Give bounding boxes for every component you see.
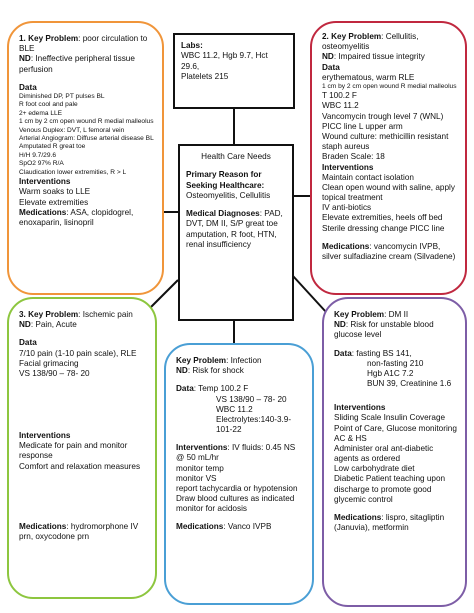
key-problem-value: : Infection [226,356,262,365]
data-item: Braden Scale: 18 [322,152,385,162]
data-label: Data [19,82,37,92]
data-first [176,384,304,394]
interventions-label: Interventions [322,162,374,172]
data-item: SpO2 97% R/A [19,160,64,168]
data-item: Claudication lower extremities, R > L [19,168,127,176]
key-problem [176,356,304,366]
interventions-label: Interventions [334,403,386,413]
key-problem-label: Key Problem [176,356,227,365]
nursing-diagnosis [19,54,154,74]
data-item: T 100.2 F [322,91,357,101]
key-problem-card-2 [310,21,467,295]
key-problem-label: 2. Key Problem [322,32,382,41]
data-item: WBC 11.2 [216,404,253,414]
key-problem-label: 1. Key Problem [19,34,79,43]
medications-label: Medications [334,512,382,522]
data-label: Data [176,384,194,394]
intervention-item: Low carbohydrate diet [334,464,415,474]
data-item: erythematous, warm RLE [322,72,415,82]
data-item: non-fasting 210 [367,358,424,368]
intervention-item: monitor temp [176,463,224,473]
interventions-label: Interventions [19,177,71,187]
medications [176,522,304,532]
intervention-item: Administer oral ant-diabetic agents as ordered [334,443,434,464]
health-care-needs-box [178,144,294,321]
key-problem [334,310,457,320]
nd-value: : Impaired tissue integrity [333,52,425,62]
intervention-item: Warm soaks to LLE [19,187,91,197]
data-item: 1 cm by 2 cm open wound R medial malleolus [322,82,457,90]
nursing-diagnosis [176,366,304,376]
key-problem-value: : Ischemic pain [78,310,133,319]
nd-value: : Ineffective peripheral tissue perfusion [19,54,135,74]
data-item: VS 138/90 – 78- 20 [19,368,90,378]
data-first-value: : Temp 100.2 F [193,384,249,394]
data-item: WBC 11.2 [322,101,359,111]
medications-label: Medications [322,241,370,251]
labs-line: Platelets 215 [181,71,229,81]
data-item: PICC line L upper arm [322,121,403,131]
nd-label: ND [19,320,31,330]
key-problem-value: : poor circulation to BLE [19,34,148,54]
medications-value: : vancomycin IVPB, silver sulfadiazine cream (Silvadene) [322,241,456,261]
intervention-item: Medicate for pain and monitor response [19,441,128,461]
data-item: Diminished DP, PT pulses BL [19,92,105,100]
key-problem-card-1 [7,21,164,295]
data-item: VS 138/90 – 78- 20 [216,394,287,404]
intervention-item: Diabetic Patient teaching upon discharge to promote good glycemic control [334,474,446,504]
data-item: 1 cm by 2 cm open wound R medial malleolus [19,118,154,126]
nd-label: ND [19,54,31,64]
nursing-diagnosis [19,320,147,330]
intervention-item: report tachycardia or hypotension [176,483,298,493]
key-problem [19,34,154,54]
intervention-item: Sterile dressing change PICC line [322,223,445,233]
intervention-item: IV anti-biotics [322,203,372,213]
key-problem-label: 3. Key Problem [19,310,79,319]
nd-value: : Risk for shock [187,366,244,376]
data-label: Data [322,62,340,72]
interventions-label: Interventions [176,443,228,453]
medications-value: : Vanco IVPB [223,522,272,532]
medications [19,208,154,228]
medications [19,522,147,542]
medical-diagnoses [186,209,286,250]
key-problem-value: : DM II [384,310,409,319]
data-item: 7/10 pain (1-10 pain scale), RLE [19,348,137,358]
center-title: Health Care Needs [201,152,271,161]
interventions-label: Interventions [19,431,71,441]
key-problem [322,32,457,52]
interventions-value: : IV fluids: 0.45 NS @ 50 mL/hr [176,443,296,463]
data-label: Data [334,348,352,358]
data-first [334,349,457,359]
intervention-item: monitor for acidosis [176,504,247,514]
nd-label: ND [322,52,334,62]
key-problem [19,310,147,320]
key-problem-card-4 [164,343,314,605]
key-problem-card-3 [7,297,157,599]
data-item: Amputated R great toe [19,143,86,151]
data-item: Facial grimacing [19,358,79,368]
medical-diagnoses-label: Medical Diagnoses [186,209,260,218]
data-item: Venous Duplex: DVT, L femoral vein [19,126,125,134]
intervention-item: Maintain contact isolation [322,172,414,182]
key-problem-label: Key Problem [334,310,385,319]
data-item: Hgb A1C 7.2 [367,368,414,378]
intervention-item: Elevate extremities, heels off bed [322,213,443,223]
intervention-item: Elevate extremities [19,197,89,207]
intervention-item: monitor VS [176,473,217,483]
medications-value: : lispro, sitagliptin (Januvia), metformin [334,512,445,533]
nd-value: : Risk for unstable blood glucose level [334,320,434,340]
key-problem-card-5 [322,297,467,607]
nursing-diagnosis [334,320,457,340]
data-item: 2+ edema LLE [19,109,63,117]
nd-label: ND [176,366,188,376]
primary-reason-value: Osteomyelitis, Cellulitis [186,190,271,200]
intervention-item: Sliding Scale Insulin Coverage [334,413,446,423]
medications-value: : ASA, clopidogrel, enoxaparin, lisinopril [19,207,134,227]
medications [334,513,457,533]
key-problem-value: : Cellulitis, osteomyelitis [322,32,419,52]
nursing-diagnosis [322,52,457,62]
data-item: Arterial Angiogram: Diffuse arterial disease BL [19,135,154,143]
labs-line: WBC 11.2, Hgb 9.7, Hct 29.6, [181,51,268,71]
intervention-item: Clean open wound with saline, apply topical treatment [322,182,455,203]
data-list [19,93,154,177]
intervention-item: Comfort and relaxation measures [19,461,141,471]
medications-label: Medications [176,522,224,532]
data-item: BUN 39, Creatinine 1.6 [367,379,452,389]
data-label: Data [19,338,37,348]
labs-title: Labs: [181,41,203,50]
data-item: H/H 9.7/29.6 [19,151,57,159]
nd-label: ND [334,320,346,330]
data-first-value: : fasting BS 141, [351,348,412,358]
interventions [176,443,304,463]
data-item: R foot cool and pale [19,101,78,109]
data-item: Vancomycin trough level 7 (WNL) [322,111,444,121]
data-item: Wound culture: methicillin resistant staph aureus [322,131,449,152]
labs-box [173,33,295,109]
data-item: Electrolytes:140-3.9-101-22 [216,414,292,435]
medications-label: Medications [19,207,67,217]
intervention-item: Point of Care, Glucose monitoring AC & HS [334,423,457,443]
medications-label: Medications [19,521,67,531]
nd-value: : Pain, Acute [30,320,77,330]
primary-reason-label: Primary Reason for Seeking Healthcare: [186,170,265,190]
medications-value: : hydromorphone IV prn, oxycodone prn [19,521,139,541]
medical-diagnoses-value: : PAD, DVT, DM II, S/P great toe amputation, R foot, HTN, renal insufficiency [186,209,283,249]
intervention-item: Draw blood cultures as indicated [176,494,295,504]
medications [322,242,457,262]
